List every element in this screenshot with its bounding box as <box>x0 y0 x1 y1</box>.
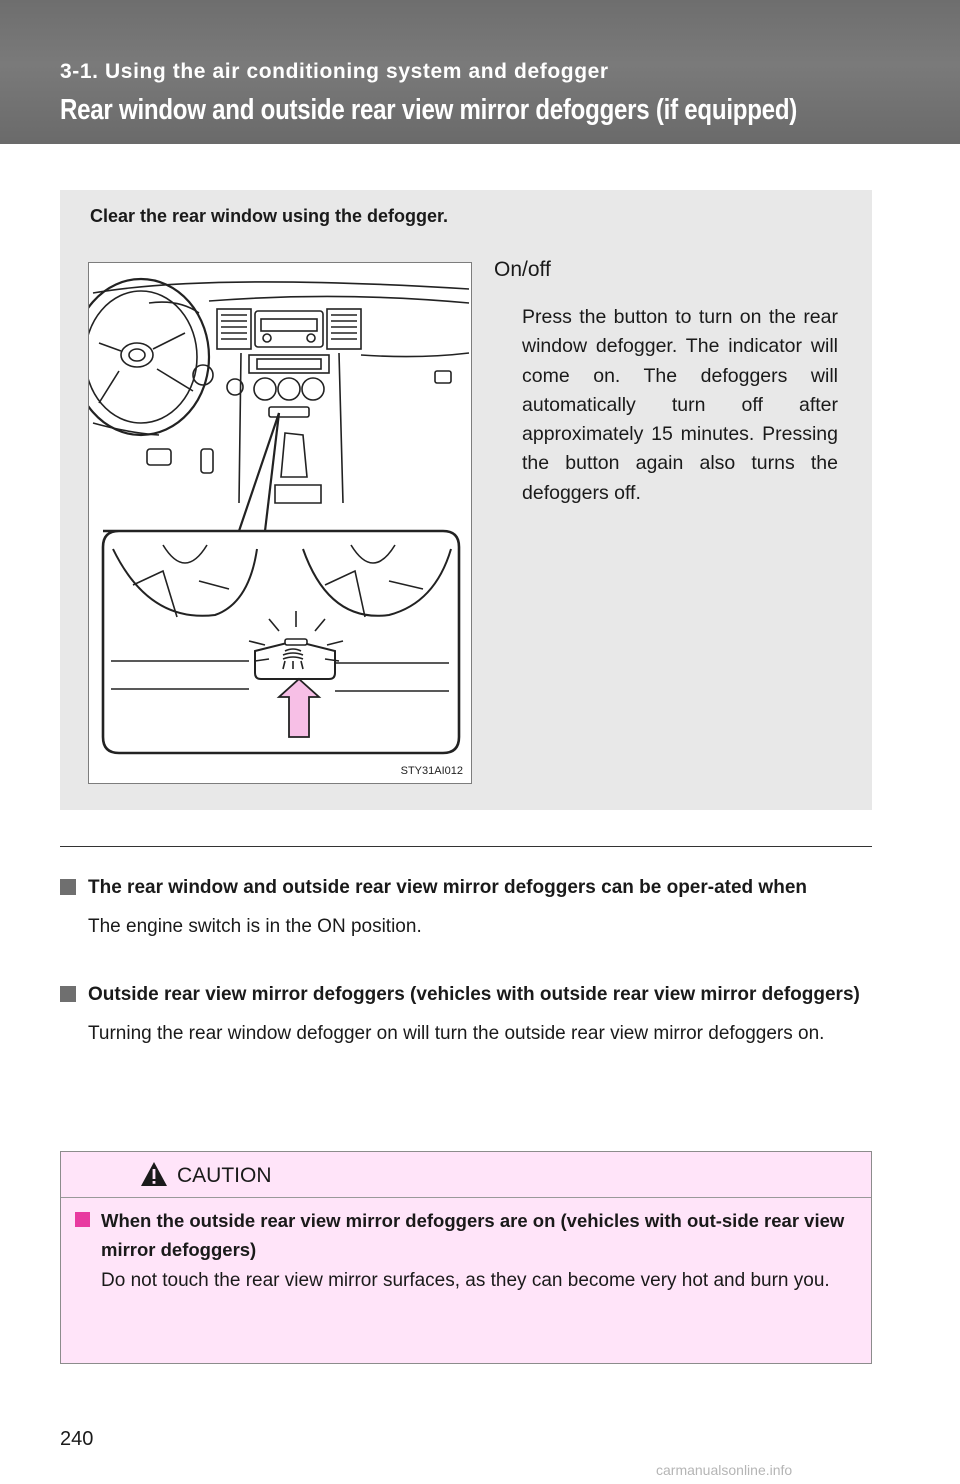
caution-title: CAUTION <box>177 1164 272 1187</box>
warning-triangle-icon <box>139 1160 169 1188</box>
square-bullet-icon <box>60 986 76 1002</box>
note-body: The engine switch is in the ON position. <box>88 916 422 937</box>
onoff-description: Press the button to turn on the rear window defogger. The indicator will come on. The defoggers will automatically turn off after approximately 15 minutes. Pressing the button again also turns the defoggers off. <box>522 306 838 504</box>
dashboard-drawing <box>89 263 471 783</box>
caution-header <box>61 1152 871 1198</box>
caution-heading-text: When the outside rear view mirror defoggers are on (vehicles with out-side rear view mirror defoggers) <box>101 1210 845 1260</box>
note-heading-text: The rear window and outside rear view mirror defoggers can be oper-ated when <box>88 877 807 898</box>
page-number: 240 <box>60 1428 94 1450</box>
note-body: Turning the rear window defogger on will turn the outside rear view mirror defoggers on. <box>88 1023 825 1044</box>
page-header <box>0 0 960 144</box>
section-divider <box>60 846 872 847</box>
note-operating-condition <box>60 873 860 942</box>
square-bullet-icon <box>75 1212 90 1227</box>
dashboard-illustration <box>88 262 472 784</box>
caution-box <box>60 1151 872 1364</box>
square-bullet-icon <box>60 879 76 895</box>
note-heading <box>60 873 860 902</box>
watermark: carmanualsonline.info <box>656 1462 793 1478</box>
caution-body: Do not touch the rear view mirror surfaces, as they can become very hot and burn you. <box>101 1270 830 1291</box>
note-mirror-defoggers <box>60 980 860 1049</box>
note-heading <box>60 980 860 1009</box>
page-title: Rear window and outside rear view mirror defoggers (if equipped) <box>60 94 798 126</box>
section-label: 3-1. Using the air conditioning system and defogger <box>60 60 609 83</box>
onoff-label: On/off <box>494 258 551 281</box>
note-heading-text: Outside rear view mirror defoggers (vehicles with outside rear view mirror defoggers) <box>88 984 860 1005</box>
panel-intro: Clear the rear window using the defogger. <box>90 206 449 226</box>
caution-heading <box>75 1206 861 1264</box>
figure-code: STY31AI012 <box>400 765 463 777</box>
